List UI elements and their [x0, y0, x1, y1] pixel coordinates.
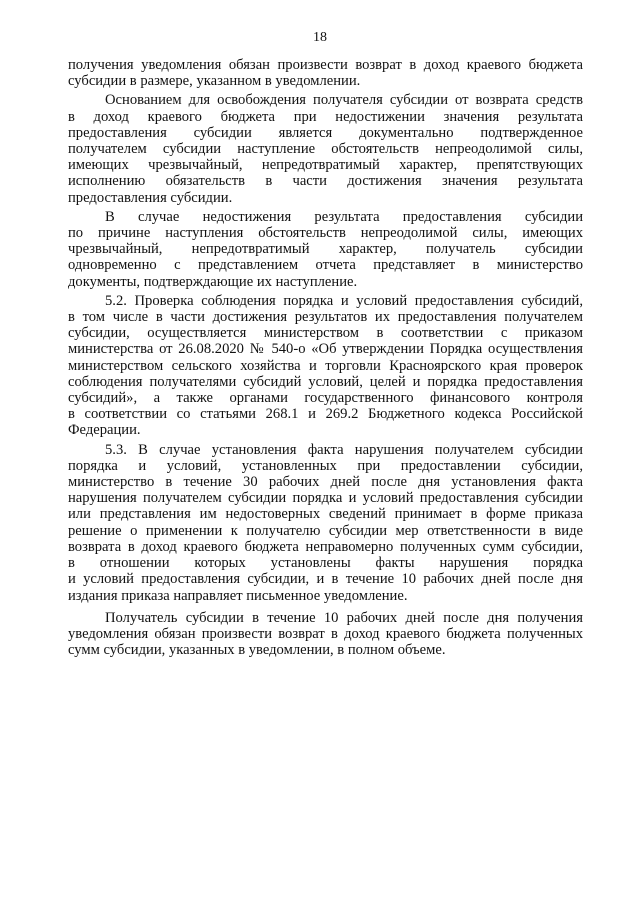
text-line: решение о применении к получателю субсидии мер ответственности в виде [68, 522, 583, 539]
text-line: исполнению обязательств в части достижения значения результата [68, 173, 583, 190]
text-line: 5.3. В случае установления факта нарушения получателем субсидии [105, 441, 583, 458]
text-line: в отношении которых установлены факты нарушения порядка [68, 555, 583, 572]
text-line: В случае недостижения результата предоставления субсидии [105, 208, 583, 225]
paragraph [68, 442, 583, 604]
text-line: в доход краевого бюджета при недостижении значения результата [68, 108, 583, 125]
text-line: порядка и условий, установленных при предоставлении субсидии, [68, 457, 583, 474]
paragraph [68, 293, 583, 439]
text-line: одновременно с представлением отчета представляет в министерство [68, 257, 583, 274]
text-line: сумм субсидии, указанных в уведомлении, в полном объеме. [68, 642, 446, 659]
text-line: министерства от 26.08.2020 № 540-о «Об утверждении Порядка осуществления [68, 341, 583, 358]
text-line: нарушения получателем субсидии порядка и условий предоставления субсидии [68, 490, 583, 507]
text-line: Основанием для освобождения получателя субсидии от возврата средств [105, 92, 583, 109]
text-line: в том числе в части достижения результатов их предоставления получателем [68, 309, 583, 326]
paragraph [68, 92, 583, 205]
text-line: в соответствии со статьями 268.1 и 269.2 Бюджетного кодекса Российской [68, 406, 583, 423]
text-line: соблюдения получателями субсидий условий, целей и порядка предоставления [68, 373, 583, 390]
text-line: министерством сельского хозяйства и торговли Красноярского края проверок [68, 357, 583, 374]
text-line: 5.2. Проверка соблюдения порядка и условий предоставления субсидий, [105, 292, 583, 309]
text-line: предоставления субсидии является документально подтвержденное [68, 124, 583, 141]
text-line: чрезвычайный, непредотвратимый характер, получатель субсидии [68, 241, 583, 258]
page-number: 18 [313, 30, 327, 45]
text-line: министерство в течение 30 рабочих дней после дня установления факта [68, 474, 583, 491]
text-line: уведомления обязан произвести возврат в доход краевого бюджета полученных [68, 625, 583, 642]
text-line: и условий предоставления субсидии, и в течение 10 рабочих дней после дня [68, 571, 583, 588]
text-line: Федерации. [68, 422, 141, 439]
text-line: Получатель субсидии в течение 10 рабочих дней после дня получения [105, 609, 583, 626]
paragraph [68, 610, 583, 659]
paragraph [68, 57, 583, 89]
text-line: издания приказа направляет письменное уведомление. [68, 587, 408, 604]
text-line: предоставления субсидии. [68, 189, 233, 206]
text-line: получателем субсидии наступление обстоятельств непреодолимой силы, [68, 141, 583, 158]
text-line: субсидии, осуществляется министерством в соответствии с приказом [68, 325, 583, 342]
text-line: документы, подтверждающие их наступление. [68, 273, 358, 290]
text-line: имеющих чрезвычайный, непредотвратимый характер, препятствующих [68, 157, 583, 174]
text-line: по причине наступления обстоятельств непреодолимой силы, имеющих [68, 225, 583, 242]
paragraph [68, 209, 583, 290]
text-line: или представления им недостоверных сведений принимает в форме приказа [68, 506, 583, 523]
text-line: возврата в доход краевого бюджета неправомерно полученных сумм субсидии, [68, 538, 583, 555]
document-body [68, 57, 583, 658]
text-line: субсидий», а также органами государственного финансового контроля [68, 390, 583, 407]
text-line: получения уведомления обязан произвести возврат в доход краевого бюджета [68, 57, 583, 73]
text-line: субсидии в размере, указанном в уведомлении. [68, 73, 361, 90]
